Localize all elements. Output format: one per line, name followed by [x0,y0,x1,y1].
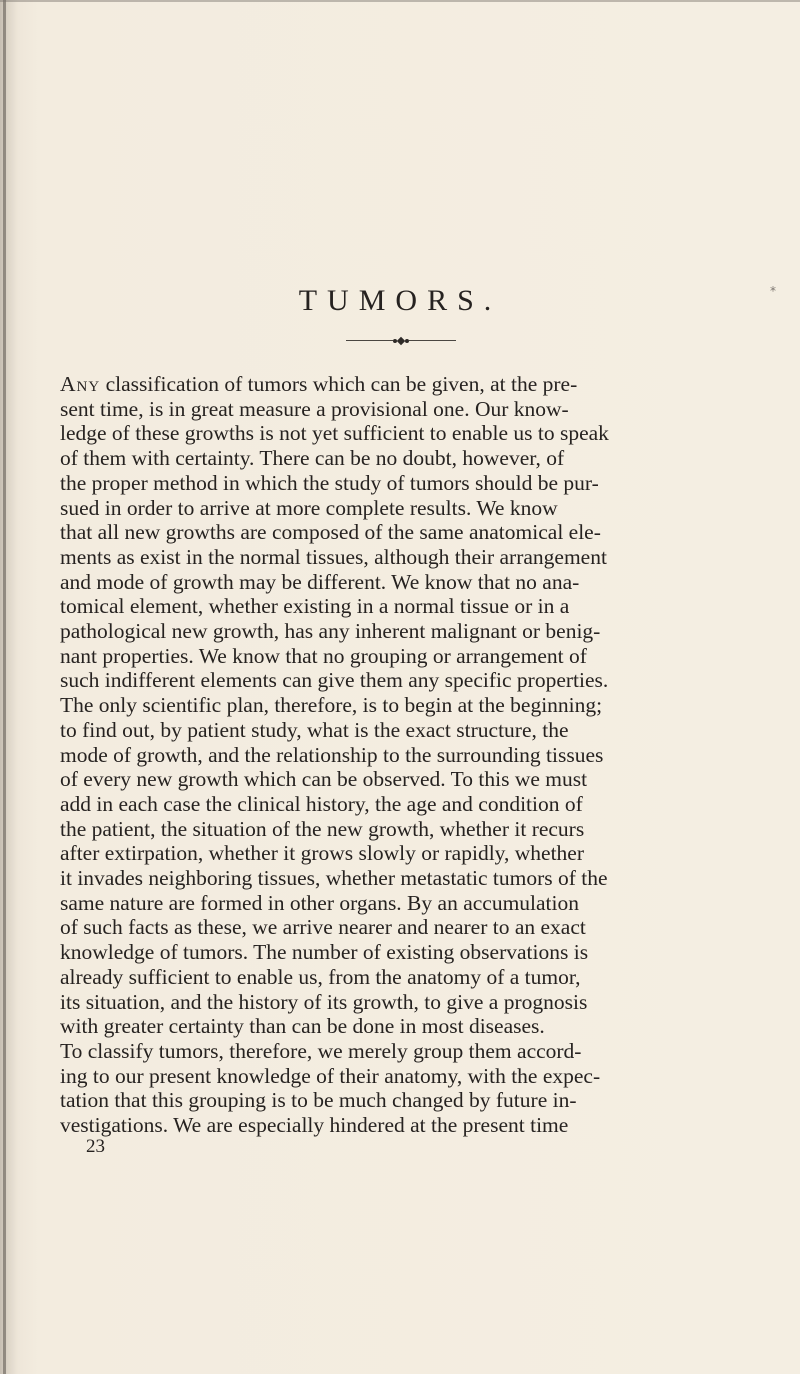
paragraph-line: such indifferent elements can give them any specific properties. [60,668,609,693]
paragraph-line: that all new growths are composed of the same anatomical ele- [60,520,601,545]
paragraph-line: sent time, is in great measure a provisional one. Our know- [60,396,569,421]
paragraph-line: its situation, and the history of its growth, to give a prognosis [60,989,588,1014]
ornament-rule [346,339,456,343]
opening-small-caps: Any [60,372,101,396]
paragraph-line: to find out, by patient study, what is the exact structure, the [60,717,569,742]
paragraph-line: sued in order to arrive at more complete results. We know [60,495,558,520]
paragraph-line: The only scientific plan, therefore, is to begin at the beginning; [60,693,603,718]
paragraph-line: To classify tumors, therefore, we merely group them accord- [60,1038,582,1063]
paragraph-line: knowledge of tumors. The number of existing observations is [60,940,589,965]
top-edge [0,0,800,2]
paragraph-line: ledge of these growths is not yet sufficient to enable us to speak [60,421,609,446]
paragraph-line: Any classification of tumors which can be given, at the pre- [60,372,578,396]
page-number: 23 [86,1136,105,1157]
paragraph-line: of every new growth which can be observed. To this we must [60,767,588,792]
paragraph-line: with greater certainty than can be done in most diseases. [60,1014,545,1039]
paragraph-line: and mode of growth may be different. We know that no ana- [60,569,580,594]
paragraph-line: ing to our present knowledge of their anatomy, with the expec- [60,1063,601,1088]
paragraph-line: ments as exist in the normal tissues, although their arrangement [60,544,607,569]
paragraph-line: it invades neighboring tissues, whether metastatic tumors of the [60,866,608,891]
paragraph-line: the proper method in which the study of tumors should be pur- [60,470,599,495]
paragraph-line: add in each case the clinical history, the age and condition of [60,791,583,816]
ornament-left-rule [346,340,393,341]
paragraph-line: mode of growth, and the relationship to the surrounding tissues [60,742,604,767]
ornament-right-rule [409,340,456,341]
paragraph-line: tomical element, whether existing in a normal tissue or in a [60,594,570,619]
paragraph-line: tation that this grouping is to be much changed by future in- [60,1088,577,1113]
body-paragraph [60,372,730,1138]
binding-line [3,0,6,1374]
paragraph-line: already sufficient to enable us, from the anatomy of a tumor, [60,964,581,989]
paragraph-line: same nature are formed in other organs. By an accumulation [60,890,580,915]
paragraph-line: after extirpation, whether it grows slowly or rapidly, whether [60,841,585,866]
corner-mark: * [770,284,776,298]
page-title: TUMORS. [298,284,502,317]
paragraph-line: pathological new growth, has any inherent malignant or benig- [60,619,601,644]
paragraph-line: the patient, the situation of the new growth, whether it recurs [60,816,585,841]
paragraph-line: vestigations. We are especially hindered at the present time [60,1113,569,1138]
paragraph-line: of them with certainty. There can be no doubt, however, of [60,446,565,471]
paragraph-line: of such facts as these, we arrive nearer and nearer to an exact [60,915,586,940]
paragraph-line: nant properties. We know that no grouping or arrangement of [60,643,587,668]
